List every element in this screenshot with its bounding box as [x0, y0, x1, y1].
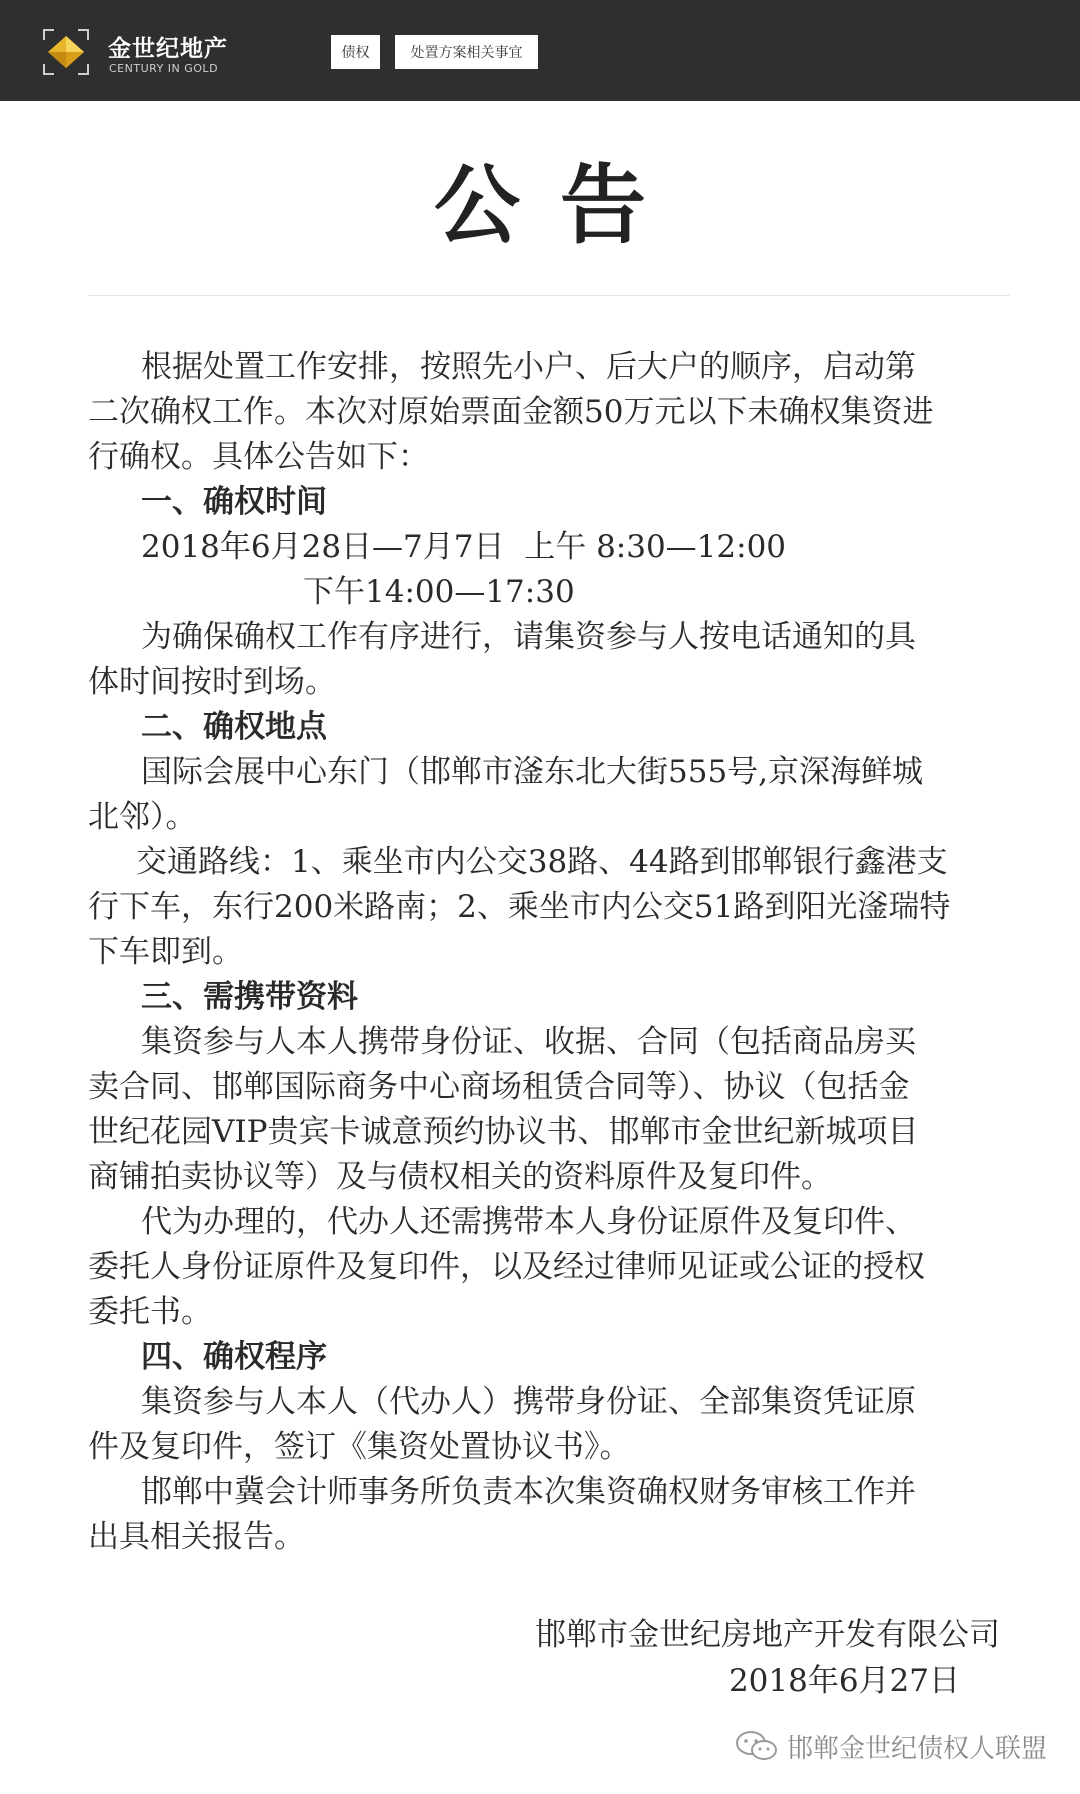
notice-line: 行下车，东行200米路南；2、乘坐市内公交51路到阳光滏瑞特	[88, 889, 951, 925]
logo-chinese-name: 金世纪地产	[108, 36, 228, 62]
section-heading: 四、确权程序	[141, 1339, 327, 1375]
notice-line: 集资参与人本人携带身份证、收据、合同（包括商品房买	[141, 1024, 916, 1060]
notice-line: 出具相关报告。	[88, 1519, 305, 1555]
notice-line: 国际会展中心东门（邯郸市滏东北大街555号,京深海鲜城	[141, 754, 924, 790]
nav-claims-button[interactable]: 债权	[331, 35, 380, 69]
notice-line: 二次确权工作。本次对原始票面金额50万元以下未确权集资进	[88, 394, 934, 430]
account-watermark	[735, 1726, 1047, 1766]
notice-line: 委托人身份证原件及复印件，以及经过律师见证或公证的授权	[88, 1249, 925, 1285]
signature-date: 2018年6月27日	[728, 1663, 960, 1699]
nav-disposal-plan-button[interactable]: 处置方案相关事宜	[395, 35, 538, 69]
notice-line: 代为办理的，代办人还需携带本人身份证原件及复印件、	[141, 1204, 916, 1240]
signature-company: 邯郸市金世纪房地产开发有限公司	[535, 1617, 1000, 1653]
notice-line: 下车即到。	[88, 934, 243, 970]
section-heading: 一、确权时间	[141, 484, 327, 520]
section-heading: 二、确权地点	[141, 709, 327, 745]
notice-line: 商铺拍卖协议等）及与债权相关的资料原件及复印件。	[88, 1159, 832, 1195]
notice-line: 邯郸中冀会计师事务所负责本次集资确权财务审核工作并	[141, 1474, 916, 1510]
notice-line: 2018年6月28日—7月7日 上午 8:30—12:00	[141, 529, 787, 565]
brand-logo[interactable]	[40, 26, 240, 78]
notice-line: 世纪花园VIP贵宾卡诚意预约协议书、邯郸市金世纪新城项目	[88, 1114, 919, 1150]
notice-line: 根据处置工作安排，按照先小户、后大户的顺序，启动第	[141, 349, 916, 385]
notice-line: 集资参与人本人（代办人）携带身份证、全部集资凭证原	[141, 1384, 916, 1420]
notice-line: 北邻）。	[88, 799, 197, 835]
logo-diamond-icon	[40, 26, 92, 78]
section-heading: 三、需携带资料	[141, 979, 358, 1015]
title-divider	[88, 295, 1010, 296]
notice-line: 行确权。具体公告如下：	[88, 439, 429, 475]
notice-line: 件及复印件，签订《集资处置协议书》。	[88, 1429, 631, 1465]
notice-line: 为确保确权工作有序进行，请集资参与人按电话通知的具	[141, 619, 916, 655]
notice-line: 交通路线：1、乘坐市内公交38路、44路到邯郸银行鑫港支	[136, 844, 948, 880]
notice-line: 下午14:00—17:30	[303, 574, 575, 610]
notice-line: 卖合同、邯郸国际商务中心商场租赁合同等）、协议（包括金	[88, 1069, 910, 1105]
notice-body	[88, 345, 1018, 1560]
wechat-icon	[735, 1729, 779, 1763]
logo-english-name: CENTURY IN GOLD	[109, 62, 219, 75]
page-title: 公告	[434, 156, 686, 256]
signature-block	[535, 1612, 1000, 1704]
notice-line: 体时间按时到场。	[88, 664, 336, 700]
top-nav-bar	[0, 0, 1080, 101]
notice-line: 委托书。	[88, 1294, 212, 1330]
watermark-text: 邯郸金世纪债权人联盟	[786, 1733, 1047, 1764]
